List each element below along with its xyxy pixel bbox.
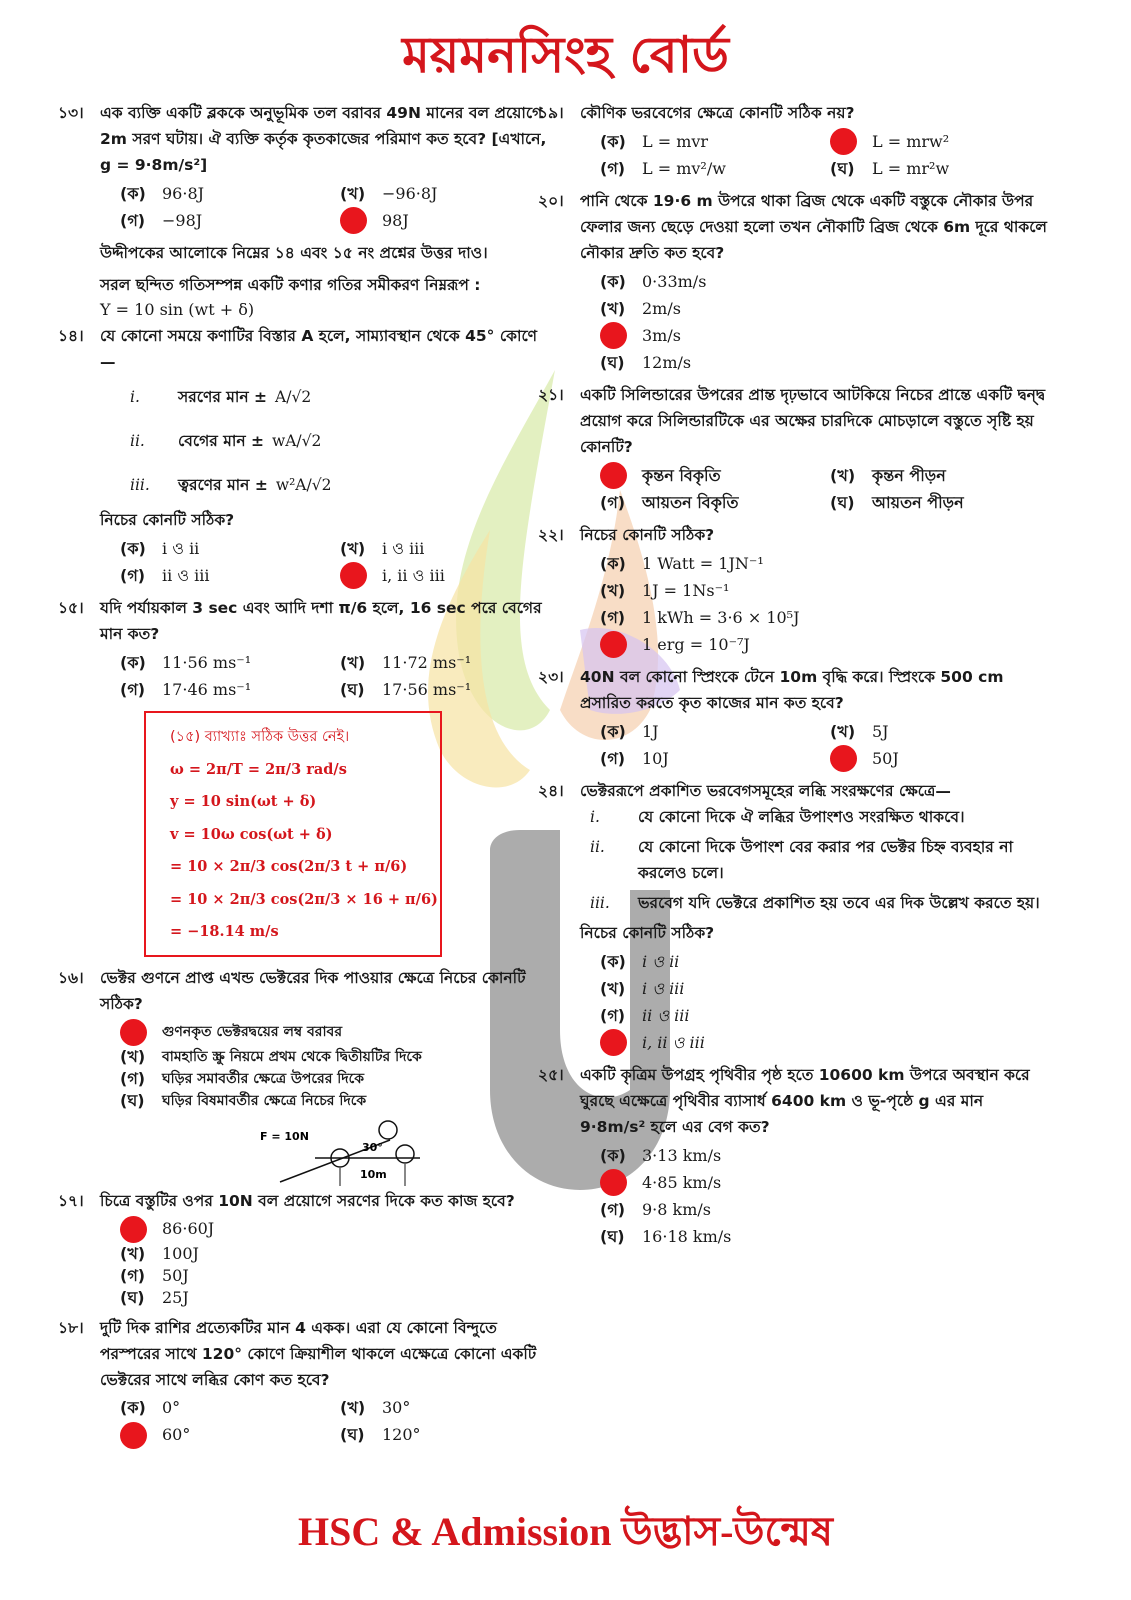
option-gha[interactable] bbox=[830, 155, 1050, 182]
right-column bbox=[538, 100, 1050, 1256]
question-text: একটি সিলিন্ডারের উপরের প্রান্ত দৃঢ়ভাবে আটকিয়ে নিচের প্রান্তে একটি দ্বন্দ্ব প্রয়োগ করে সিলিন্ডারটিকে এর অক্ষের চারদিকে মোচড়ালে বস্তুতে সৃষ্টি হয় কোনটি? bbox=[580, 386, 1046, 456]
question-13 bbox=[58, 100, 550, 234]
option-gha[interactable] bbox=[830, 489, 1050, 516]
option-kha[interactable] bbox=[340, 180, 550, 207]
option-text: 9·8 km/s bbox=[642, 1199, 711, 1219]
options bbox=[600, 462, 1050, 516]
statement-value: A/√2 bbox=[275, 388, 312, 406]
option-ka[interactable] bbox=[600, 948, 1050, 975]
option-ga[interactable] bbox=[600, 604, 1050, 631]
option-ka[interactable] bbox=[120, 535, 330, 562]
question-number: ২৫। bbox=[538, 1066, 564, 1084]
option-text: 0° bbox=[162, 1398, 181, 1417]
option-ga[interactable] bbox=[600, 1002, 1050, 1029]
question-number: ১৮। bbox=[58, 1318, 84, 1337]
statement-number: i. bbox=[590, 808, 600, 826]
option-text: 2m/s bbox=[642, 298, 681, 318]
option-text: 11·72 ms⁻¹ bbox=[382, 652, 472, 672]
question-number: ১৯। bbox=[538, 104, 564, 122]
option-kha[interactable] bbox=[830, 462, 1050, 489]
option-text: 10J bbox=[642, 748, 669, 768]
option-kha[interactable] bbox=[830, 718, 1050, 745]
question-text: নিচের কোনটি সঠিক? bbox=[580, 526, 715, 544]
which-correct: নিচের কোনটি সঠিক? bbox=[580, 924, 715, 942]
options bbox=[600, 718, 1050, 772]
option-text: 96·8J bbox=[162, 183, 205, 203]
options bbox=[120, 1216, 550, 1309]
option-text: ii ও iii bbox=[162, 565, 210, 585]
object-end-icon bbox=[396, 1145, 414, 1163]
option-text: 16·18 km/s bbox=[642, 1226, 732, 1246]
options bbox=[120, 180, 550, 234]
option-kha[interactable] bbox=[600, 577, 1050, 604]
option-label: (খ) bbox=[340, 183, 366, 203]
option-label: (ক) bbox=[600, 271, 626, 291]
question-number: ২২। bbox=[538, 526, 564, 544]
option-label: (খ) bbox=[120, 1243, 146, 1263]
question-24 bbox=[538, 778, 1050, 1056]
option-label: (ক) bbox=[600, 1145, 626, 1165]
statement-ii bbox=[130, 419, 550, 463]
explanation-header: (১৫) ব্যাখ্যাঃ সঠিক উত্তর নেই। bbox=[170, 729, 350, 745]
option-text: 5J bbox=[872, 721, 889, 741]
option-kha[interactable] bbox=[120, 1046, 550, 1068]
statement-i bbox=[590, 804, 1050, 830]
question-18 bbox=[58, 1315, 550, 1449]
statement-text: ভরবেগ যদি ভেক্টরে প্রকাশিত হয় তবে এর দিক উল্লেখ করতে হয়। bbox=[638, 894, 1040, 912]
option-text: কৃন্তন বিকৃতি bbox=[642, 465, 721, 485]
option-kha[interactable] bbox=[340, 649, 550, 676]
object-top-icon bbox=[379, 1121, 397, 1139]
option-text: −96·8J bbox=[382, 183, 438, 203]
option-ga[interactable] bbox=[600, 745, 820, 772]
option-text: L = mr²w bbox=[872, 158, 950, 178]
question-text: 40N বল কোনো স্প্রিংকে টেনে 10m বৃদ্ধি করে। স্প্রিংকে 500 cm প্রসারিত করতে কৃত কাজের মান কত হবে? bbox=[580, 668, 1004, 712]
question-text: দুটি দিক রাশির প্রত্যেকটির মান 4 একক। এরা যে কোনো বিন্দুতে পরস্পরের সাথে 120° কোণে ক্রিয়াশীল থাকলে এক্ষেত্রে কোনো একটি ভেক্টরের সাথে লব্ধির কোণ কত হবে? bbox=[100, 1318, 537, 1389]
option-label: (ক) bbox=[600, 951, 626, 971]
options bbox=[120, 1395, 550, 1449]
explanation-line: ω = 2π/T = 2π/3 rad/s bbox=[170, 760, 347, 778]
question-16 bbox=[58, 965, 550, 1112]
explanation-line: = 10 × 2π/3 cos(2π/3 t + π/6) bbox=[170, 858, 408, 875]
option-ka[interactable] bbox=[600, 268, 1050, 295]
option-label: (ঘ) bbox=[830, 492, 855, 512]
option-label: (গ) bbox=[600, 748, 626, 768]
question-number: ২১। bbox=[538, 386, 564, 404]
option-label: (খ) bbox=[830, 721, 856, 741]
option-label: (ক) bbox=[120, 1398, 146, 1417]
question-number: ২০। bbox=[538, 192, 564, 210]
option-text: 17·56 ms⁻¹ bbox=[382, 679, 472, 699]
option-ga[interactable] bbox=[120, 676, 330, 703]
option-ka[interactable] bbox=[600, 550, 1050, 577]
question-21 bbox=[538, 382, 1050, 516]
question-number: ২৪। bbox=[538, 782, 564, 800]
option-text: 100J bbox=[162, 1243, 199, 1263]
question-23 bbox=[538, 664, 1050, 772]
option-text: ii ও iii bbox=[642, 1005, 690, 1025]
question-text: ভেক্টর গুণনে প্রাপ্ত এখন্ড ভেক্টরের দিক পাওয়ার ক্ষেত্রে নিচের কোনটি সঠিক? bbox=[100, 968, 526, 1013]
question-number: ১৪। bbox=[58, 327, 84, 345]
option-label: (খ) bbox=[830, 465, 856, 485]
option-text: 1 Watt = 1JN⁻¹ bbox=[642, 553, 764, 573]
option-gha[interactable] bbox=[340, 676, 550, 703]
option-text: 86·60J bbox=[162, 1219, 215, 1238]
option-text: L = mvr bbox=[642, 131, 709, 151]
option-text: 50J bbox=[872, 748, 899, 768]
option-text: 17·46 ms⁻¹ bbox=[162, 679, 252, 699]
options bbox=[600, 1142, 1050, 1250]
distance-label: 10m bbox=[360, 1167, 387, 1181]
option-ga[interactable] bbox=[600, 322, 1050, 349]
explanation-box bbox=[144, 711, 442, 957]
option-label: (গ) bbox=[600, 158, 626, 178]
option-ga[interactable] bbox=[600, 1196, 1050, 1223]
option-label: (গ) bbox=[600, 607, 626, 627]
option-ka[interactable] bbox=[120, 1395, 330, 1422]
correct-answer-marker bbox=[600, 322, 627, 349]
statement-iii bbox=[590, 890, 1050, 916]
statement-i bbox=[130, 375, 550, 419]
option-label: (ক) bbox=[600, 721, 626, 741]
question-text: একটি কৃত্রিম উপগ্রহ পৃথিবীর পৃষ্ঠ হতে 10600 km উপরে অবস্থান করে ঘুরছে এক্ষেত্রে পৃথিবীর ব্যাসার্ধ 6400 km ও ভূ-পৃষ্ঠে g এর মান 9·8m/s² হলে এর বেগ কত? bbox=[580, 1066, 1030, 1136]
question-text: ভেক্টররূপে প্রকাশিত ভরবেগসমূহের লব্ধি সংরক্ষণের ক্ষেত্রে— bbox=[580, 782, 951, 800]
option-text: 3m/s bbox=[642, 325, 681, 345]
option-label: (ঘ) bbox=[600, 1226, 625, 1246]
option-ga[interactable] bbox=[600, 489, 820, 516]
statement-value: wA/√2 bbox=[271, 432, 322, 450]
options bbox=[120, 1019, 550, 1112]
which-correct: নিচের কোনটি সঠিক? bbox=[100, 511, 235, 529]
question-15 bbox=[58, 595, 550, 703]
question-19 bbox=[538, 100, 1050, 182]
option-gha[interactable] bbox=[600, 1223, 1050, 1250]
explanation-line: = −18.14 m/s bbox=[170, 923, 279, 940]
option-ga[interactable] bbox=[120, 1265, 550, 1287]
option-label: (ক) bbox=[120, 652, 146, 672]
option-label: (খ) bbox=[340, 652, 366, 672]
option-kha[interactable] bbox=[600, 295, 1050, 322]
statement-number: i. bbox=[130, 388, 140, 406]
option-text: i ও iii bbox=[382, 538, 425, 558]
explanation-line: y = 10 sin(ωt + δ) bbox=[170, 793, 317, 810]
force-label: F = 10N bbox=[260, 1129, 309, 1143]
statement-number: ii. bbox=[130, 432, 145, 450]
option-text: i ও ii bbox=[162, 538, 200, 558]
option-text: 60° bbox=[162, 1425, 191, 1444]
option-text: আয়তন বিকৃতি bbox=[642, 492, 739, 512]
option-ga[interactable] bbox=[120, 562, 330, 589]
option-text: 1J = 1Ns⁻¹ bbox=[642, 580, 730, 600]
question-number: ১৫। bbox=[58, 599, 84, 617]
correct-answer-marker bbox=[830, 745, 857, 772]
option-label: (গ) bbox=[600, 1199, 626, 1219]
option-kha[interactable] bbox=[830, 128, 1050, 155]
correct-answer-marker bbox=[600, 1169, 627, 1196]
option-text: 1 kWh = 3·6 × 10⁵J bbox=[642, 607, 800, 627]
option-text: গুণনকৃত ভেক্টরদ্বয়ের লম্ব বরাবর bbox=[162, 1024, 343, 1040]
board-title: ময়মনসিংহ বোর্ড bbox=[402, 26, 729, 84]
option-kha[interactable] bbox=[120, 1243, 550, 1265]
option-text: বামহাতি স্ক্রু নিয়মে প্রথম থেকে দ্বিতীয়টির দিকে bbox=[162, 1048, 422, 1065]
option-label: (গ) bbox=[600, 1005, 626, 1025]
option-text: 98J bbox=[382, 210, 409, 230]
options bbox=[600, 948, 1050, 1056]
correct-answer-marker bbox=[600, 631, 627, 658]
option-label: (খ) bbox=[120, 1046, 146, 1066]
statement-iii bbox=[130, 463, 550, 507]
option-gha[interactable] bbox=[600, 631, 1050, 658]
statement-text: সরণের মান ± bbox=[178, 388, 268, 406]
option-text: 25J bbox=[162, 1287, 189, 1307]
option-label: (ক) bbox=[120, 183, 146, 203]
option-label: (ঘ) bbox=[120, 1287, 145, 1307]
question-text: এক ব্যক্তি একটি ব্লককে অনুভূমিক তল বরাবর 49N মানের বল প্রয়োগে 2m সরণ ঘটায়। ঐ ব্যক্তি কর্তৃক কৃতকাজের পরিমাণ কত হবে? [এখানে, g = 9·8m/s²] bbox=[100, 104, 547, 174]
correct-answer-marker bbox=[340, 562, 367, 589]
option-label: (গ) bbox=[120, 1265, 146, 1285]
option-ka[interactable] bbox=[600, 718, 820, 745]
option-label: (খ) bbox=[600, 298, 626, 318]
angle-label: 30° bbox=[362, 1140, 383, 1154]
option-text: L = mv²/w bbox=[642, 158, 726, 178]
statement-text: যে কোনো দিকে উপাংশ বের করার পর ভেক্টর চিহ্ন ব্যবহার না করলেও চলে। bbox=[638, 838, 1013, 882]
option-text: 12m/s bbox=[642, 352, 692, 372]
option-label: (খ) bbox=[600, 580, 626, 600]
correct-answer-marker bbox=[340, 207, 367, 234]
question-text: পানি থেকে 19·6 m উপরে থাকা ব্রিজ থেকে একটি বস্তুকে নৌকার উপর ফেলার জন্য ছেড়ে দেওয়া হলো তখন নৌকাটি ব্রিজ থেকে 6m দূরে থাকলে নৌকার দ্রুতি কত হবে? bbox=[580, 192, 1047, 262]
option-label: (গ) bbox=[120, 565, 146, 585]
option-ka[interactable] bbox=[600, 128, 820, 155]
statement-value: w²A/√2 bbox=[275, 476, 332, 494]
option-ga[interactable] bbox=[120, 207, 330, 234]
option-label: (ঘ) bbox=[340, 1425, 365, 1444]
options bbox=[600, 268, 1050, 376]
option-kha[interactable] bbox=[600, 975, 1050, 1002]
option-text: 50J bbox=[162, 1265, 189, 1285]
statement-text: যে কোনো দিকে ঐ লব্ধির উপাংশও সংরক্ষিত থাকবে। bbox=[638, 808, 965, 826]
options bbox=[120, 649, 550, 703]
option-label: (গ) bbox=[120, 210, 146, 230]
question-text: যদি পর্যায়কাল 3 sec এবং আদি দশা π/6 হলে, 16 sec পরে বেগের মান কত? bbox=[100, 599, 542, 643]
option-text: আয়তন পীড়ন bbox=[872, 492, 964, 512]
option-text: 4·85 km/s bbox=[642, 1172, 722, 1192]
stimulus-intro: উদ্দীপকের আলোকে নিম্নের ১৪ এবং ১৫ নং প্রশ্নের উত্তর দাও। bbox=[100, 244, 488, 262]
option-kha[interactable] bbox=[600, 1169, 1050, 1196]
force-diagram bbox=[240, 1118, 540, 1188]
option-text: 0·33m/s bbox=[642, 271, 707, 291]
question-14 bbox=[58, 323, 550, 589]
explanation-line: = 10 × 2π/3 cos(2π/3 × 16 + π/6) bbox=[170, 890, 438, 908]
option-label: (ঘ) bbox=[830, 158, 855, 178]
option-label: (ঘ) bbox=[340, 679, 365, 699]
option-ka[interactable] bbox=[120, 649, 330, 676]
option-label: (ঘ) bbox=[600, 352, 625, 372]
option-gha[interactable] bbox=[830, 745, 1050, 772]
options bbox=[600, 128, 1050, 182]
option-ka[interactable] bbox=[120, 1216, 550, 1243]
left-column bbox=[58, 100, 550, 1455]
statement-number: iii. bbox=[130, 476, 150, 494]
statement-text: বেগের মান ± bbox=[178, 432, 264, 450]
option-label: (গ) bbox=[600, 492, 626, 512]
option-ga[interactable] bbox=[600, 155, 820, 182]
correct-answer-marker bbox=[830, 128, 857, 155]
option-text: 120° bbox=[382, 1425, 421, 1444]
option-ka[interactable] bbox=[120, 180, 330, 207]
option-gha[interactable] bbox=[600, 1029, 1050, 1056]
correct-answer-marker bbox=[600, 1029, 627, 1056]
option-text: ঘড়ির বিষমাবর্তীর ক্ষেত্রে নিচের দিকে bbox=[162, 1092, 367, 1109]
stimulus-equation: Y = 10 sin (wt + δ) bbox=[100, 300, 255, 319]
option-gha[interactable] bbox=[340, 207, 550, 234]
stimulus-text: সরল ছন্দিত গতিসম্পন্ন একটি কণার গতির সমীকরণ নিম্নরূপ : bbox=[100, 276, 481, 294]
option-ga[interactable] bbox=[120, 1068, 550, 1090]
correct-answer-marker bbox=[120, 1216, 147, 1243]
option-text: 1J bbox=[642, 721, 659, 741]
question-number: ২৩। bbox=[538, 668, 564, 686]
option-label: (খ) bbox=[600, 978, 626, 998]
option-ga[interactable] bbox=[120, 1422, 330, 1449]
statement-number: iii. bbox=[590, 894, 610, 912]
explanation-line: v = 10ω cos(ωt + δ) bbox=[170, 825, 333, 843]
option-text: কৃন্তন পীড়ন bbox=[872, 465, 946, 485]
option-gha[interactable] bbox=[120, 1287, 550, 1309]
option-ka[interactable] bbox=[600, 462, 820, 489]
options bbox=[600, 550, 1050, 658]
statement-ii bbox=[590, 834, 1050, 886]
option-gha[interactable] bbox=[600, 349, 1050, 376]
option-label: (ক) bbox=[120, 538, 146, 558]
option-kha[interactable] bbox=[340, 535, 550, 562]
option-gha[interactable] bbox=[120, 1090, 550, 1112]
question-20 bbox=[538, 188, 1050, 376]
option-text: i, ii ও iii bbox=[642, 1032, 705, 1052]
option-text: −98J bbox=[162, 210, 203, 230]
footer-brand: HSC & Admission উদ্ভাস-উন্মেষ bbox=[298, 1509, 833, 1554]
option-label: (গ) bbox=[120, 679, 146, 699]
question-text: যে কোনো সময়ে কণাটির বিস্তার A হলে, সাম্যাবস্থান থেকে 45° কোণে— bbox=[100, 327, 538, 371]
option-ka[interactable] bbox=[600, 1142, 1050, 1169]
statement-number: ii. bbox=[590, 838, 605, 856]
question-text: চিত্রে বস্তুটির ওপর 10N বল প্রয়োগে সরণের দিকে কত কাজ হবে? bbox=[100, 1191, 515, 1210]
question-text: কৌণিক ভরবেগের ক্ষেত্রে কোনটি সঠিক নয়? bbox=[580, 104, 855, 122]
option-label: (গ) bbox=[120, 1068, 146, 1088]
question-25 bbox=[538, 1062, 1050, 1250]
option-kha[interactable] bbox=[340, 1395, 550, 1422]
option-text: i, ii ও iii bbox=[382, 565, 445, 585]
statement-text: ত্বরণের মান ± bbox=[178, 476, 268, 494]
option-text: 3·13 km/s bbox=[642, 1145, 722, 1165]
option-text: 1 erg = 10⁻⁷J bbox=[642, 634, 750, 654]
correct-answer-marker bbox=[120, 1422, 147, 1449]
option-label: (ক) bbox=[600, 553, 626, 573]
option-gha[interactable] bbox=[340, 562, 550, 589]
question-17 bbox=[58, 1188, 550, 1309]
question-22 bbox=[538, 522, 1050, 658]
option-text: 11·56 ms⁻¹ bbox=[162, 652, 252, 672]
option-text: L = mrw² bbox=[872, 131, 950, 151]
correct-answer-marker bbox=[600, 462, 627, 489]
option-text: i ও iii bbox=[642, 978, 685, 998]
option-label: (ক) bbox=[600, 131, 626, 151]
question-number: ১৩। bbox=[58, 104, 84, 122]
option-text: i ও ii bbox=[642, 951, 680, 971]
option-label: (খ) bbox=[340, 538, 366, 558]
question-number: ১৭। bbox=[58, 1191, 84, 1210]
option-text: ঘড়ির সমাবর্তীর ক্ষেত্রে উপরের দিকে bbox=[162, 1070, 365, 1087]
options bbox=[120, 535, 550, 589]
option-text: 30° bbox=[382, 1398, 411, 1417]
option-label: (ঘ) bbox=[120, 1090, 145, 1110]
question-number: ১৬। bbox=[58, 968, 84, 987]
option-gha[interactable] bbox=[340, 1422, 550, 1449]
option-label: (খ) bbox=[340, 1398, 366, 1417]
correct-answer-marker bbox=[120, 1019, 147, 1046]
option-ka[interactable] bbox=[120, 1019, 550, 1046]
